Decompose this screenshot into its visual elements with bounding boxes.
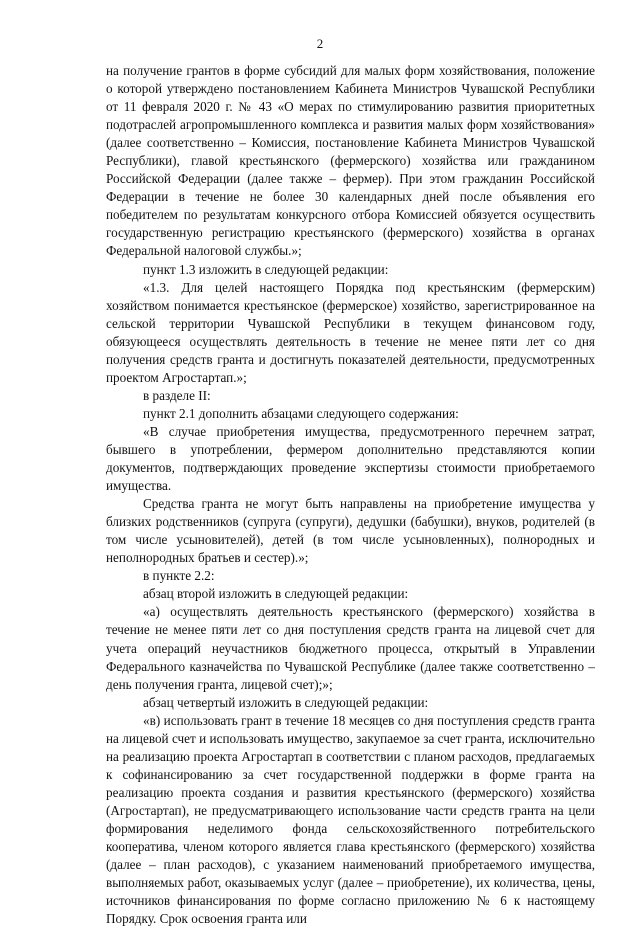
paragraph-section-2: в разделе II:	[143, 387, 211, 403]
paragraph-point-2-2: в пункте 2.2:	[143, 568, 215, 584]
paragraph-clause-1-3: «1.3. Для целей настоящего Порядка под крестьянским (фермерским) хозяйством понимается крестьянское (фермерское) хозяйство, зарегистрированное на сельской территории Чувашской Республики в текущем финансовом году, обязующееся осуществлять деятельность в течение не менее пяти лет со дня получения средств гранта и достигнуть показателей деятельности, предусмотренных проектом Агростартап.»;	[106, 279, 595, 385]
paragraph-item-v: «в) использовать грант в течение 18 месяцев со дня поступления средств гранта на лицевой счет и использовать имущество, закупаемое за счет гранта, исключительно на реализацию проекта Агростартап в соответствии с планом расходов, предлагаемых к софинансированию за счет государственной поддержки в форме гранта на реализацию проекта создания и развития крестьянского (фермерского) хозяйства (Агростартап), не предусматривающего использование части средств гранта на цели формирования неделимого фонда сельскохозяйственного потребительского кооператива, членом которого является глава крестьянского (фермерского) хозяйства (далее – план расходов), с указанием наименований приобретаемого имущества, выполняемых работ, оказываемых услуг (далее – приобретение), их количества, цены, источников финансирования по форме согласно приложению № 6 к настоящему Порядку. Срок освоения гранта или	[106, 712, 595, 927]
paragraph-instruction-1-3: пункт 1.3 изложить в следующей редакции:	[143, 261, 389, 277]
paragraph-instruction-2-1: пункт 2.1 дополнить абзацами следующего содержания:	[143, 405, 459, 421]
paragraph-instruction-fourth: абзац четвертый изложить в следующей редакции:	[143, 694, 429, 710]
paragraph-relatives: Средства гранта не могут быть направлены на приобретение имущества у близких родственников (супруга (супруги), дедушки (бабушки), внуков, родителей (в том числе усыновителей), детей (в том числе усыновленных), полнородных и неполнородных братьев и сестер).»;	[106, 496, 595, 566]
paragraph-used-property: «В случае приобретения имущества, предусмотренного перечнем затрат, бывшего в употреблении, фермером дополнительно представляются копии документов, подтверждающих проведение экспертизы стоимости приобретаемого имущества.	[106, 423, 595, 494]
page-number: 2	[316, 36, 324, 51]
paragraph-instruction-second: абзац второй изложить в следующей редакции:	[143, 586, 409, 602]
paragraph-item-a: «а) осуществлять деятельность крестьянского (фермерского) хозяйства в течение не менее пяти лет со дня поступления средств гранта на лицевой счет для учета операций неучастников бюджетного процесса, открытый в Управлении Федерального казначейства по Чувашской Республике (далее также соответственно – день получения гранта, лицевой счет);»;	[106, 604, 595, 692]
paragraph-continuation: на получение грантов в форме субсидий для малых форм хозяйствования, положение о которой утверждено постановлением Кабинета Министров Чувашской Республики от 11 февраля 2020 г. № 43 «О мерах по стимулированию развития приоритетных подотраслей агропромышленного комплекса и развития малых форм хозяйствования» (далее соответственно – Комиссия, постановление Кабинета Министров Чувашской Республики), главой крестьянского (фермерского) хозяйства или гражданином Российской Федерации (далее также – фермер). При этом гражданин Российской Федерации в течение не более 30 календарных дней после объявления его победителем по результатам конкурсного отбора Комиссией обязуется осуществить государственную регистрацию крестьянского (фермерского) хозяйства в органах Федеральной налоговой службы.»;	[106, 63, 595, 259]
document-body	[106, 62, 595, 928]
